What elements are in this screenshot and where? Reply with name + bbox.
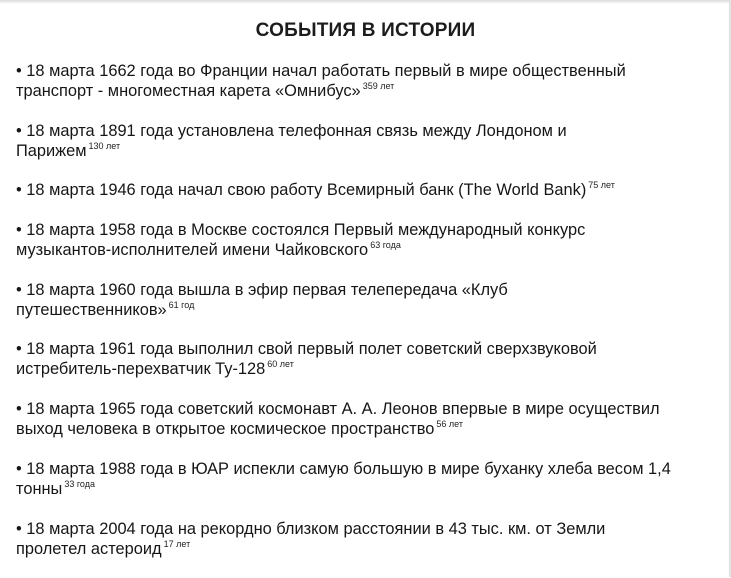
event-text-line1: 18 марта 1988 года в ЮАР испекли самую большую в мире буханку хлеба весом 1,4 <box>26 459 671 478</box>
event-text-line2: истребитель-перехватчик Ту-128 <box>16 360 266 379</box>
event-text-line1: 18 марта 1946 года начал свою работу Всемирный банк (The World Bank) <box>26 181 587 200</box>
years-ago-badge: 17 лет <box>163 538 191 549</box>
event-item-1988 <box>16 459 716 499</box>
event-item-1965 <box>16 399 716 439</box>
years-ago-badge: 61 год <box>168 299 195 310</box>
event-text-line2: Парижем <box>16 141 87 160</box>
years-ago-badge: 359 лет <box>362 81 395 91</box>
event-item-1891 <box>16 121 716 161</box>
section-title: СОБЫТИЯ В ИСТОРИИ <box>255 20 476 41</box>
event-item-1662 <box>16 61 716 101</box>
event-text-line1: 18 марта 1662 года во Франции начал работать первый в мире общественный <box>26 62 626 80</box>
top-divider <box>0 0 731 4</box>
years-ago-badge: 130 лет <box>88 140 121 151</box>
event-text-line1: 18 марта 1958 года в Москве состоялся Первый международный конкурс <box>26 221 586 240</box>
event-text-line1: 18 марта 2004 года на рекордно близком расстоянии в 43 тыс. км. от Земли <box>26 519 606 538</box>
bullet: • <box>16 181 27 200</box>
event-text-line2: транспорт - многоместная карета «Омнибус» <box>16 82 361 100</box>
event-text-line2: музыкантов-исполнителей имени Чайковского <box>16 241 369 260</box>
years-ago-badge: 60 лет <box>267 359 294 370</box>
event-text-line2: тонны <box>16 479 63 498</box>
event-text-line1: 18 марта 1965 года советский космонавт А. А. Леонов впервые в мире осуществил <box>26 400 660 419</box>
event-item-1961 <box>16 339 716 379</box>
years-ago-badge: 33 года <box>64 478 95 489</box>
event-text-line1: 18 марта 1960 года вышла в эфир первая телепередача «Клуб <box>26 280 508 299</box>
events-list <box>16 61 716 578</box>
event-text-line1: 18 марта 1891 года установлена телефонная связь между Лондоном и <box>26 121 567 140</box>
event-item-1946 <box>16 180 716 200</box>
bullet: • <box>16 221 27 240</box>
event-item-1960 <box>16 280 716 320</box>
bullet: • <box>16 280 27 299</box>
years-ago-badge: 63 года <box>370 240 401 251</box>
event-text-line2: путешественников» <box>16 300 167 319</box>
bullet: • <box>16 121 27 140</box>
event-text-line2: выход человека в открытое космическое пространство <box>16 420 435 439</box>
event-text-line1: 18 марта 1961 года выполнил свой первый полет советский сверхзвуковой <box>26 340 597 359</box>
years-ago-badge: 75 лет <box>588 180 615 191</box>
bullet: • <box>16 62 27 80</box>
bullet: • <box>16 459 27 478</box>
event-text-line2: пролетел астероид <box>16 539 162 558</box>
bullet: • <box>16 400 27 419</box>
bullet: • <box>16 519 27 538</box>
event-item-2004 <box>16 519 716 559</box>
years-ago-badge: 56 лет <box>436 419 463 430</box>
event-item-1958 <box>16 220 716 260</box>
bullet: • <box>16 340 27 359</box>
